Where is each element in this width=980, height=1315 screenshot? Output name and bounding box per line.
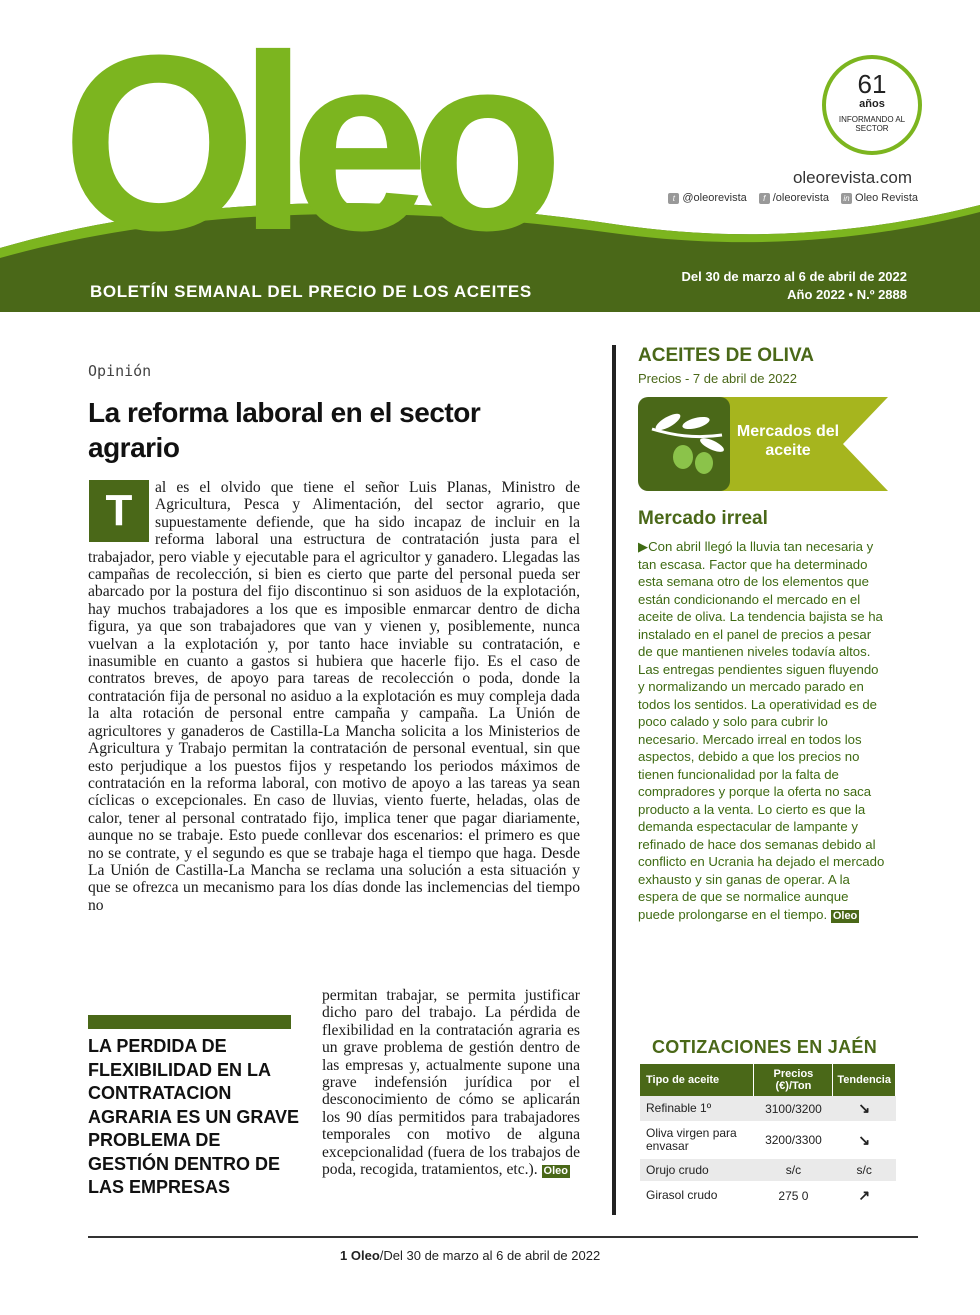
pull-quote-bar <box>88 1015 291 1029</box>
social-links <box>648 192 918 204</box>
article-headline: La reforma laboral en el sector agrario <box>88 397 481 463</box>
linkedin-icon: in <box>841 193 852 204</box>
footer-date: /Del 30 de marzo al 6 de abril de 2022 <box>379 1248 601 1263</box>
article-body-main: al es el olvido que tiene el señor Luis Planas, Ministro de Agricultura, Pesca y Alimentación, del sector agrario, que supuestamente defiende, que ha sido incapaz de incluir en la reforma laboral una estructura de contratación justa para el trabajador, pero viable y ejecutable para el agricultor y ganadero. Llegadas las campañas de recolección, si bien es cierto que parte del personal pueda ser abarcado por la postura del fijo discontinuo si son asiduos de la explotación, hay muchos trabajadores a los que es imposible enmarcar dentro de dicha figura, ya que son trabajadores que van y vienen y, posiblemente, nunca vuelvan a la explotación y, por tanto hace inviable su contratación, e inasumible en cuanto a gastos si hubiera que hacerle fijo. Es el caso de contratos breves, de apoyo para tareas de recolección o poda, donde la contratación fija de personal no asiduo a la explotación es muy compleja dada la alta rotación de personal entre campaña y campaña. La Unión de agricultores y ganaderos de Castilla-La Mancha solicita a los Ministerios de Agricultura y Trabajo permitan la contratación de personal eventual, sin que esto perjudique a los puestos fijos y respetando los periodos máximos de contratación en la reforma laboral, con motivo de apoyo a las tareas ya sean cíclicas o excepcionales. En caso de lluvias, viento fuerte, heladas, olas de calor, tener al personal contratado fijo, implica tener que pagar diariamente, aunque no se trabaje. Esto puede conllevar dos escenarios: el primero es que no se contrate, y el segundo es que se trabaje haga el tiempo que haga. Desde La Unión de Castilla-La Mancha se reclama una solución a esta situación y que se ofrezca un mecanismo para los días donde las inclemencias del tiempo no <box>88 479 580 914</box>
issue-info <box>600 268 907 304</box>
bulletin-title: BOLETÍN SEMANAL DEL PRECIO DE LOS ACEITES <box>90 282 532 301</box>
social-facebook[interactable]: f /oleorevista <box>759 192 829 204</box>
anniversary-badge <box>822 55 922 155</box>
table-row: Girasol crudo 275 0 ↗ <box>640 1182 896 1209</box>
header-type: Tipo de aceite <box>640 1064 754 1096</box>
trend-up-icon: ↗ <box>833 1182 896 1209</box>
drop-cap: T <box>89 480 149 542</box>
trend-down-icon: ↘ <box>833 1122 896 1158</box>
market-text: ▶Con abril llegó la lluvia tan necesaria y tan escasa. Factor que ha determinado esta semana otro de los elementos que están condicionando el mercado en el aceite de oliva. La tendencia bajista se ha instalado en el panel de precios a pesar de que mantienen niveles todavía altos. Las entregas pendientes siguen fluyendo y normalizando un mercado parado en todos los sentidos. La operatividad es de poco calado y solo para cubrir lo necesario. Mercado irreal en todos los aspectos, debido a que los precios no tienen funcionalidad por la falta de compradores y porque la oferta no saca producto a la venta. Lo cierto es que la demanda espectacular de lampante y refinado de hace dos semanas debido al conflicto en Ucrania ha dejado el mercado exhausto y sin ganas de operar. A la espera de que se normalice aunque puede prolongarse en el tiempo. Oleo <box>638 539 885 922</box>
footer <box>340 1248 600 1263</box>
website-link[interactable]: oleorevista.com <box>792 168 912 187</box>
age-unit: años <box>859 98 885 110</box>
sidebar-title: ACEITES DE OLIVA <box>638 345 814 366</box>
market-end-mark: Oleo <box>832 909 858 922</box>
article-body-continued: permitan trabajar, se permita justificar dicho paro del trabajo. La pérdida de flexibilidad en la contratación agraria es un grave problema de gestión dentro de las empresas y, actualmente supone una grave indefensión jurídica por el desconocimiento de cómo se aplicarán los 90 días permitidos para trabajadores temporales con motivo de alguna excepcionalidad (fuera de los trabajos de poda, recogida, tratamientos, etc.). Oleo <box>322 987 580 1179</box>
footer-brand: Oleo <box>350 1248 380 1263</box>
social-twitter[interactable]: t @oleorevista <box>668 192 746 204</box>
facebook-icon: f <box>759 193 770 204</box>
header-trend: Tendencia <box>833 1064 896 1096</box>
page-number: 1 <box>340 1248 348 1263</box>
table-row: Oliva virgen para envasar 3200/3300 ↘ <box>640 1122 896 1158</box>
twitter-icon: t <box>668 193 679 204</box>
trend-down-icon: ↘ <box>833 1096 896 1122</box>
table-row: Orujo crudo s/c s/c <box>640 1158 896 1182</box>
age-number: 61 <box>857 69 887 99</box>
age-tagline: INFORMANDO AL SECTOR <box>838 115 906 133</box>
section-label: Opinión <box>88 362 152 380</box>
pull-quote: LA PERDIDA DE FLEXIBILIDAD EN LA CONTRATACION AGRARIA ES UN GRAVE PROBLEMA DE GESTIÓN DENTRO DE LAS EMPRESAS <box>88 1036 300 1197</box>
date-range: Del 30 de marzo al 6 de abril de 2022 <box>681 269 907 284</box>
issue-number: Año 2022 • N.º 2888 <box>787 287 907 302</box>
social-linkedin[interactable]: in Oleo Revista <box>841 192 918 204</box>
table-header-row <box>640 1064 896 1096</box>
sidebar-subtitle: Precios - 7 de abril de 2022 <box>638 371 797 386</box>
column-divider <box>612 345 616 1215</box>
price-table <box>640 1064 896 1210</box>
market-title: Mercado irreal <box>638 508 768 529</box>
banner-label: Mercados del aceite <box>736 423 840 459</box>
quotes-title: COTIZACIONES EN JAÉN <box>652 1037 878 1057</box>
table-row: Refinable 1º 3100/3200 ↘ <box>640 1096 896 1122</box>
oleo-logo: Oleo <box>62 3 546 282</box>
header-price: Precios (€)/Ton <box>754 1064 833 1096</box>
article-end-mark: Oleo <box>543 1165 568 1178</box>
footer-rule <box>88 1236 918 1238</box>
